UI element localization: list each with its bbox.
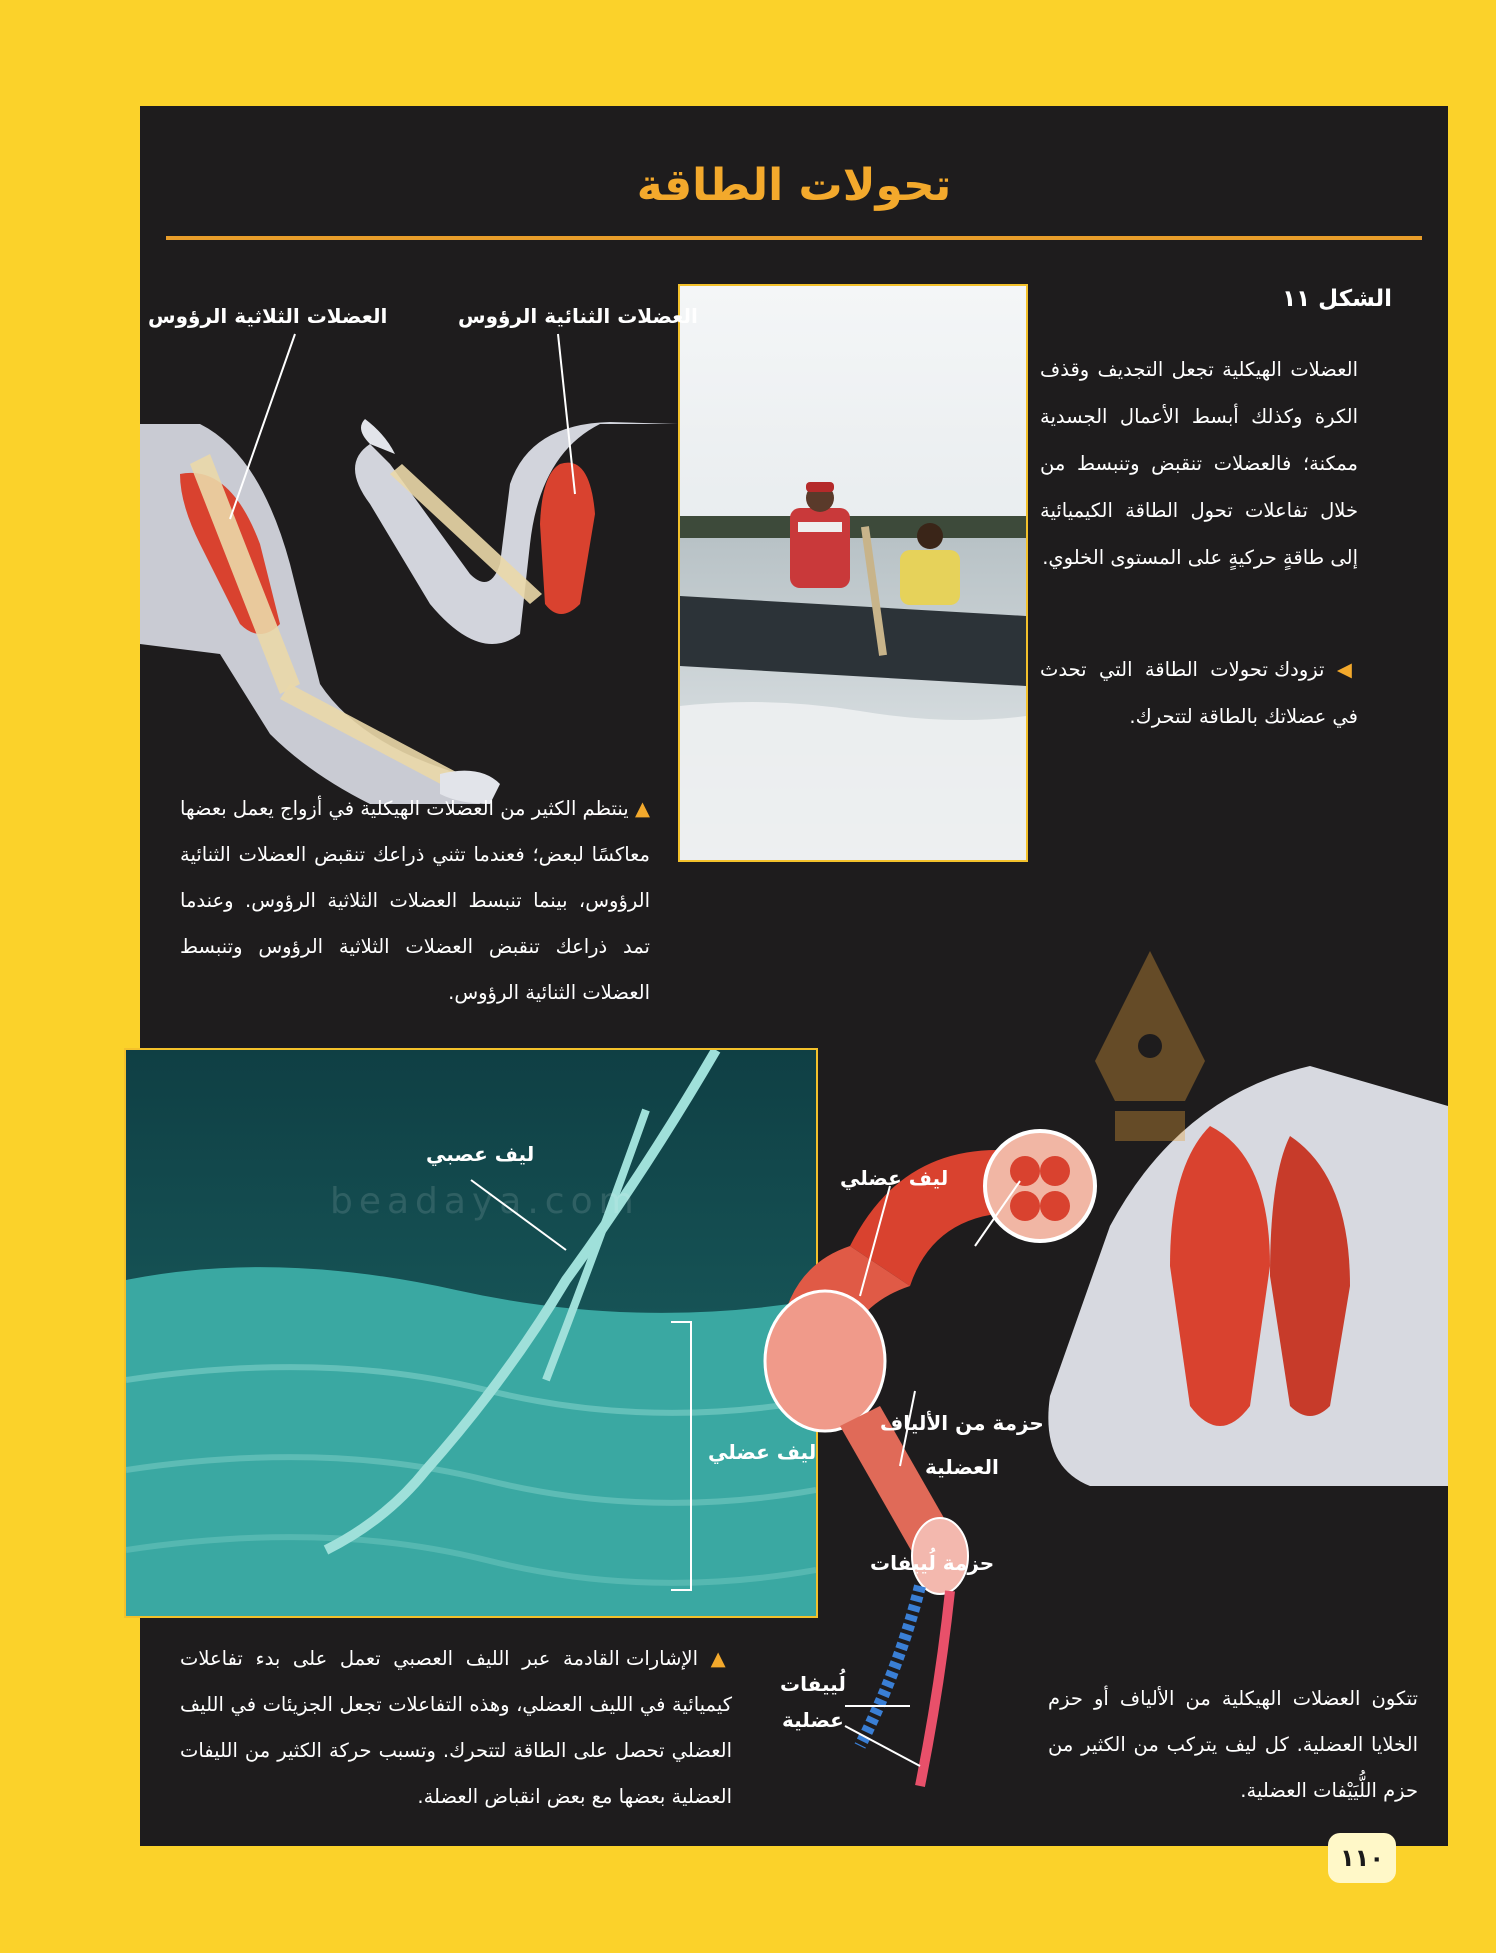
fiber-bundle-label-line2: العضلية (925, 1455, 999, 1479)
triangle-up-icon: ▲ (698, 1647, 732, 1670)
watermark-text: beadaya.com (330, 1181, 640, 1222)
arrow-text: تزودك تحولات الطاقة التي تحدث في عضلاتك بالطاقة لتتحرك. (1040, 658, 1358, 728)
diagram-caption: تتكون العضلات الهيكلية من الألياف أو حزم الخلايا العضلية. كل ليف يتركب من الكثير من حزم اللُّيَيْفات العضلية. (1048, 1687, 1418, 1802)
intro-text: العضلات الهيكلية تجعل التجديف وقذف الكرة وكذلك أبسط الأعمال الجسدية ممكنة؛ فالعضلات تنقبض وتنبسط من خلال تفاعلات تحول الطاقة الكيميائية إلى طاقةٍ حركيةٍ على المستوى الخلوي. (1040, 358, 1358, 569)
micrograph-photo (124, 1048, 818, 1618)
arm-caption: ينتظم الكثير من العضلات الهيكلية في أزواج يعمل بعضها معاكسًا لبعض؛ فعندما تثني ذراعك تنقبض العضلات الثنائية الرؤوس، بينما تنبسط العضلات الثلاثية الرؤوس. وعندما تمد ذراعك تنقبض العضلات الثلاثية الرؤوس وتنبسط العضلات الثنائية الرؤوس. (180, 797, 650, 1004)
micrograph-image (126, 1050, 816, 1616)
micro-caption: الإشارات القادمة عبر الليف العصبي تعمل على بدء تفاعلات كيميائية في الليف العضلي، وهذه التفاعلات تجعل الجزيئات في الليف العضلي تحصل على الطاقة لتتحرك. وتسبب حركة الكثير من الليفات العضلية بعضها مع بعض انقباض العضلة. (180, 1647, 732, 1808)
diagram-muscle-fiber-label: ليف عضلي (840, 1166, 949, 1190)
nerve-fiber-label: ليف عصبي (426, 1142, 535, 1166)
myofibrils-label (780, 1666, 846, 1738)
fiber-bundle-label-line1: حزمة من الألياف (880, 1411, 1044, 1435)
myofibrils-label-line1: لُييفات (780, 1672, 846, 1696)
page-title: تحولات الطاقة (636, 160, 952, 211)
pen-watermark-icon (1085, 951, 1215, 1221)
arrow-text-block (1040, 646, 1358, 740)
fibril-bundle-label: حزمة لُييفات (870, 1551, 995, 1575)
triceps-label: العضلات الثلاثية الرؤوس (148, 304, 388, 328)
page-number: ١١٠ (1328, 1833, 1396, 1883)
figure-label: الشكل ١١ (1282, 286, 1392, 312)
page-panel (140, 106, 1448, 1846)
arrow-icon: ◀ (1324, 658, 1358, 681)
fiber-bundle-label (880, 1401, 1044, 1489)
title-divider (166, 236, 1422, 240)
arms-illustration (140, 304, 698, 864)
biceps-label: العضلات الثنائية الرؤوس (458, 304, 698, 328)
arm-caption-block (180, 786, 650, 1016)
micro-caption-block (180, 1636, 732, 1820)
micro-muscle-fiber-label: ليف عضلي (708, 1440, 817, 1464)
arms-image (140, 304, 678, 864)
myofibrils-label-line2: عضلية (782, 1708, 844, 1732)
rowing-photo (678, 284, 1028, 862)
triangle-up-icon: ▲ (628, 797, 650, 820)
rowing-photo-image (680, 286, 1026, 860)
